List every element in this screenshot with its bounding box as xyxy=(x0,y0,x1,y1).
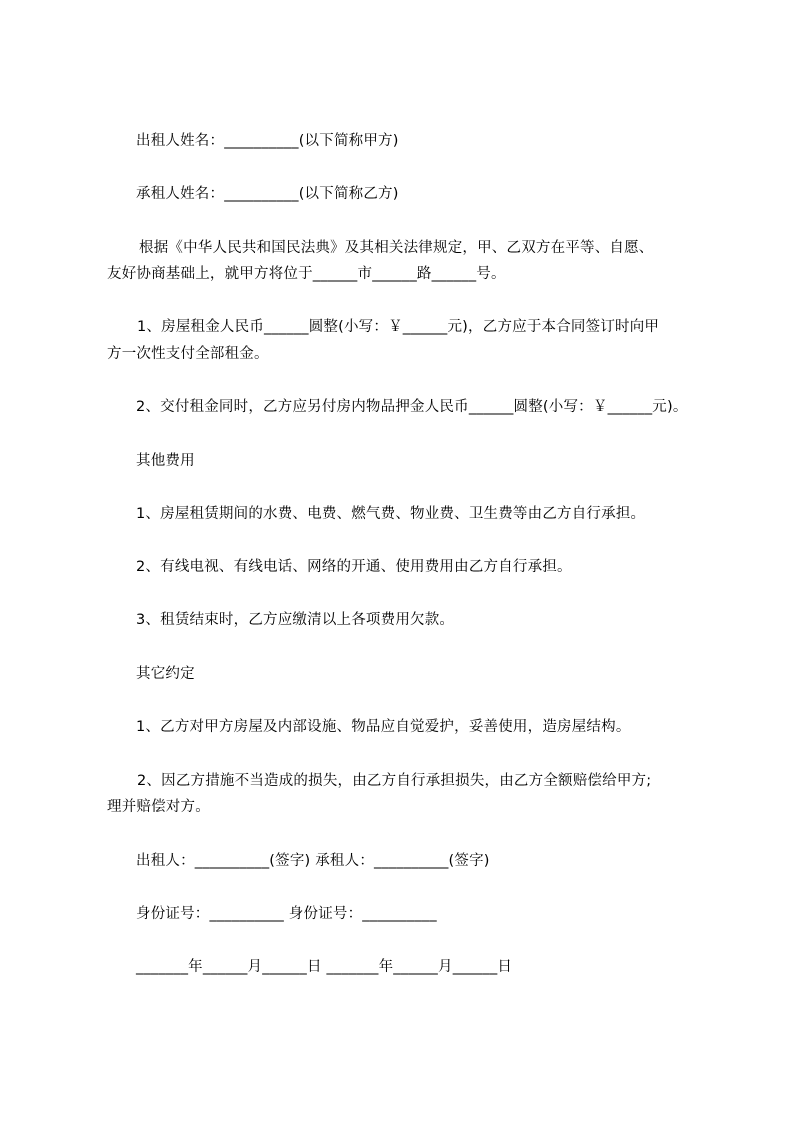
fees-item-1: 1、房屋租赁期间的水费、电费、燃气费、物业费、卫生费等由乙方自行承担。 xyxy=(136,506,646,522)
date-line: _______年______月______日 _______年______月______日 xyxy=(136,959,513,975)
terms-item-2-line-1: 2、因乙方措施不当造成的损失，由乙方自行承担损失，由乙方全额赔偿给甲方; xyxy=(137,773,652,789)
signature-line: 出租人：__________(签字) 承租人：__________(签字) xyxy=(136,853,490,869)
fees-item-2: 2、有线电视、有线电话、网络的开通、使用费用由乙方自行承担。 xyxy=(136,559,572,575)
intro-line-1: 根据《中华人民共和国民法典》及其相关法律规定，甲、乙双方在平等、自愿、 xyxy=(139,240,654,256)
other-fees-heading: 其他费用 xyxy=(136,453,195,469)
fees-item-3: 3、租赁结束时，乙方应缴清以上各项费用欠款。 xyxy=(136,612,455,628)
lessor-name-line: 出租人姓名：__________(以下简称甲方) xyxy=(136,133,399,149)
other-terms-heading: 其它约定 xyxy=(136,666,195,682)
rent-clause-line-1: 1、房屋租金人民币______圆整(小写：￥______元)，乙方应于本合同签订时向甲 xyxy=(137,319,660,335)
lessee-name-line: 承租人姓名：__________(以下简称乙方) xyxy=(136,186,399,202)
intro-line-2: 友好协商基础上，就甲方将位于______市______路______号。 xyxy=(107,266,506,282)
rent-clause-line-2: 方一次性支付全部租金。 xyxy=(107,346,269,362)
deposit-clause: 2、交付租金同时，乙方应另付房内物品押金人民币______圆整(小写：￥______元)。 xyxy=(136,399,688,415)
terms-item-2-line-2: 理并赔偿对方。 xyxy=(107,799,210,815)
id-number-line: 身份证号：__________ 身份证号：__________ xyxy=(136,906,437,922)
terms-item-1: 1、乙方对甲方房屋及内部设施、物品应自觉爱护，妥善使用，造房屋结构。 xyxy=(136,719,631,735)
